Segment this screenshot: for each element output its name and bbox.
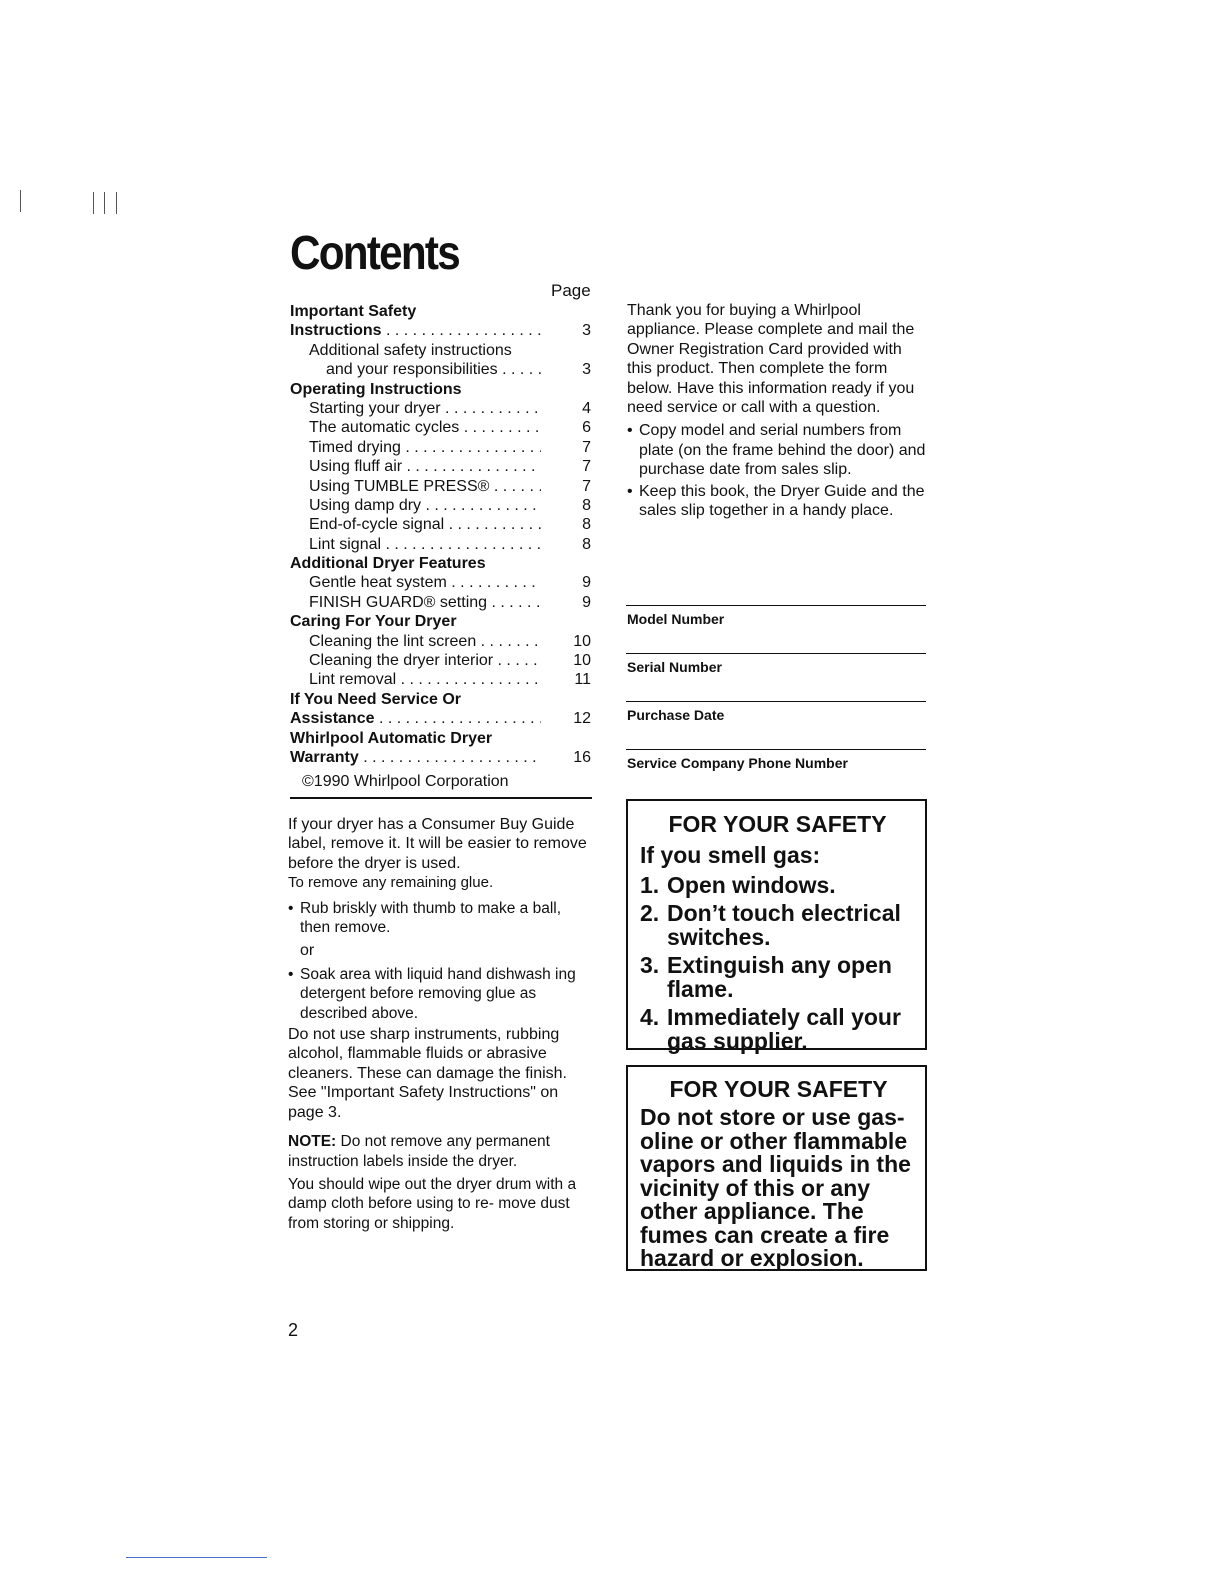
- thanks-section: [627, 301, 927, 520]
- toc-entry: [290, 535, 592, 554]
- serial-number-field: Serial Number: [627, 659, 722, 675]
- toc-entry: [290, 457, 592, 476]
- toc-entry-page: 7: [582, 477, 591, 495]
- toc-entry-label: Lint removal . . .: [290, 670, 541, 689]
- toc-entry-label: End-of-cycle signal . . .: [290, 515, 541, 534]
- toc-entry-label: Gentle heat system . . .: [290, 573, 541, 592]
- page-title: Contents: [290, 227, 459, 280]
- toc-entry-label: Instructions . . .: [290, 321, 541, 340]
- gas-safety-box: [626, 799, 927, 1054]
- toc-entry-label: The automatic cycles . . .: [290, 418, 541, 437]
- toc-entry-label: Lint signal . . .: [290, 535, 541, 554]
- toc-entry-label: and your responsibilities . . .: [290, 360, 541, 379]
- safety-step-number: 4.: [640, 1004, 660, 1030]
- toc-entry-page: 8: [582, 496, 591, 514]
- safety-step-number: 1.: [640, 872, 660, 898]
- service-phone-field: Service Company Phone Number: [627, 755, 848, 771]
- toc-entry: [290, 515, 592, 534]
- note-label: NOTE:: [288, 1133, 337, 1151]
- toc-entry: [290, 554, 592, 573]
- toc-entry: [290, 399, 592, 418]
- toc-entry-page: 10: [573, 652, 591, 670]
- toc-entry: [290, 380, 592, 399]
- toc-entry-label: Starting your dryer . . .: [290, 399, 541, 418]
- flammable-safety-box: [626, 1065, 927, 1271]
- safety-step-text: Immediately call your gas supplier.: [667, 1004, 901, 1054]
- form-line: [626, 701, 926, 702]
- section-divider: [290, 797, 592, 799]
- toc-entry-page: 9: [582, 574, 591, 592]
- margin-tick: [93, 192, 94, 214]
- margin-tick: [104, 192, 105, 214]
- toc-entry-label: Caring For Your Dryer: [290, 613, 457, 631]
- toc-entry-label: Timed drying . . .: [290, 438, 541, 457]
- toc-entry-page: 12: [573, 710, 591, 728]
- thanks-bullet: • Copy model and serial numbers from plate (on the frame behind the door) and purchase date from sales slip.: [627, 421, 927, 479]
- toc-entry: [290, 360, 592, 379]
- toc-entry: [290, 438, 592, 457]
- toc-entry: [290, 321, 592, 340]
- toc-page-header: Page: [551, 281, 591, 300]
- safety-step-text: Open windows.: [667, 872, 836, 898]
- note-paragraph: [288, 1132, 588, 1171]
- toc-entry-page: 9: [582, 593, 591, 611]
- label-removal-bullet: • Soak area with liquid hand dishwash ing detergent before removing glue as described above.: [288, 965, 588, 1023]
- toc-entry-label: FINISH GUARD® setting . . .: [290, 593, 541, 612]
- toc-entry-page: 4: [582, 399, 591, 417]
- copyright: ©1990 Whirlpool Corporation: [302, 773, 509, 790]
- toc-entry-label: Additional Dryer Features: [290, 555, 486, 573]
- purchase-date-field: Purchase Date: [627, 707, 725, 723]
- safety-step: [640, 1005, 915, 1053]
- toc-entry-page: 10: [573, 632, 591, 650]
- toc-entry-page: 3: [582, 361, 591, 379]
- toc-entry-label: Whirlpool Automatic Dryer: [290, 729, 493, 747]
- label-removal-bullet: • Rub briskly with thumb to make a ball, then remove.: [288, 899, 588, 938]
- thanks-bullet: • Keep this book, the Dryer Guide and the sales slip together in a handy place.: [627, 482, 927, 521]
- toc-entry-page: 7: [582, 458, 591, 476]
- toc-entry-label: Important Safety: [290, 303, 417, 320]
- toc-entry-page: 16: [573, 748, 591, 766]
- label-removal-warning: Do not use sharp instruments, rubbing alcohol, flammable fluids or abrasive cleaners. These can damage the finish. See "Important Safety Instructions" on page 3.: [288, 1026, 567, 1121]
- toc-entry: [290, 729, 592, 748]
- margin-tick: [20, 190, 21, 212]
- safety-step: [640, 873, 915, 897]
- note-text: Do not remove any permanent instruction labels inside the dryer.: [288, 1133, 550, 1170]
- toc-entry: [290, 302, 592, 321]
- toc-entry-label: Warranty . . .: [290, 748, 541, 767]
- toc-entry-label: Using fluff air . . .: [290, 457, 541, 476]
- toc-entry: [290, 573, 592, 592]
- toc-entry: [290, 612, 592, 631]
- form-line: [626, 653, 926, 654]
- toc-entry-page: 7: [582, 438, 591, 456]
- form-line: [626, 605, 926, 606]
- safety-step: [640, 901, 915, 949]
- margin-tick: [116, 192, 117, 214]
- toc-entry: [290, 341, 592, 360]
- toc-entry: [290, 593, 592, 612]
- toc-entry: [290, 496, 592, 515]
- gas-safety-steps: [640, 873, 915, 1053]
- toc-entry: [290, 748, 592, 767]
- safety-step-number: 2.: [640, 900, 660, 926]
- safety-title: FOR YOUR SAFETY: [669, 1076, 888, 1102]
- toc-entry-label: Using damp dry . . .: [290, 496, 541, 515]
- toc-entry-page: 11: [574, 671, 591, 689]
- toc-entry-label: Additional safety instructions: [309, 341, 512, 359]
- toc-entry: [290, 709, 592, 728]
- form-line: [626, 749, 926, 750]
- toc-entry: [290, 418, 592, 437]
- toc-entry-label: If You Need Service Or: [290, 690, 462, 708]
- safety-step-number: 3.: [640, 952, 660, 978]
- page-number: 2: [288, 1320, 299, 1340]
- toc-entry: [290, 651, 592, 670]
- label-removal-section: [288, 815, 588, 1233]
- toc-entry: [290, 477, 592, 496]
- thanks-intro: Thank you for buying a Whirlpool appliance. Please complete and mail the Owner Registration Card provided with this product. Then complete the form below. Have this information ready if you need service or call with a question.: [627, 302, 915, 417]
- toc-entry: [290, 632, 592, 651]
- wipe-drum-text: You should wipe out the dryer drum with a damp cloth before using to re- move dust from storing or shipping.: [288, 1175, 577, 1232]
- safety-step-text: Don’t touch electrical switches.: [667, 900, 901, 950]
- toc-entry-page: 8: [582, 516, 591, 534]
- label-removal-intro: If your dryer has a Consumer Buy Guide label, remove it. It will be easier to remove before the dryer is used.: [288, 816, 587, 872]
- flammable-warning: Do not store or use gas- oline or other flammable vapors and liquids in the vicinity of this or any other appliance. The fumes can create a fire hazard or explosion.: [640, 1104, 911, 1271]
- label-removal-line: To remove any remaining glue.: [288, 874, 494, 892]
- toc-entry-page: 8: [582, 535, 591, 553]
- toc-entry-label: Assistance . . .: [290, 709, 541, 728]
- safety-step-text: Extinguish any open flame.: [667, 952, 892, 1002]
- toc-entry-label: Cleaning the lint screen . . .: [290, 632, 541, 651]
- toc-entry-label: Cleaning the dryer interior . . .: [290, 651, 541, 670]
- bottom-rule: [126, 1557, 267, 1558]
- safety-subtitle: If you smell gas:: [640, 842, 821, 868]
- toc-entry-page: 3: [582, 322, 591, 340]
- toc-entry-page: 6: [582, 419, 591, 437]
- toc-entry-label: Using TUMBLE PRESS® . . .: [290, 477, 541, 496]
- toc-entry: [290, 690, 592, 709]
- toc-entry-label: Operating Instructions: [290, 380, 462, 398]
- toc-entry: [290, 670, 592, 689]
- table-of-contents: [290, 302, 592, 767]
- model-number-field: Model Number: [627, 611, 725, 627]
- safety-step: [640, 953, 915, 1001]
- safety-title: FOR YOUR SAFETY: [668, 811, 887, 837]
- label-removal-or: or: [300, 942, 315, 960]
